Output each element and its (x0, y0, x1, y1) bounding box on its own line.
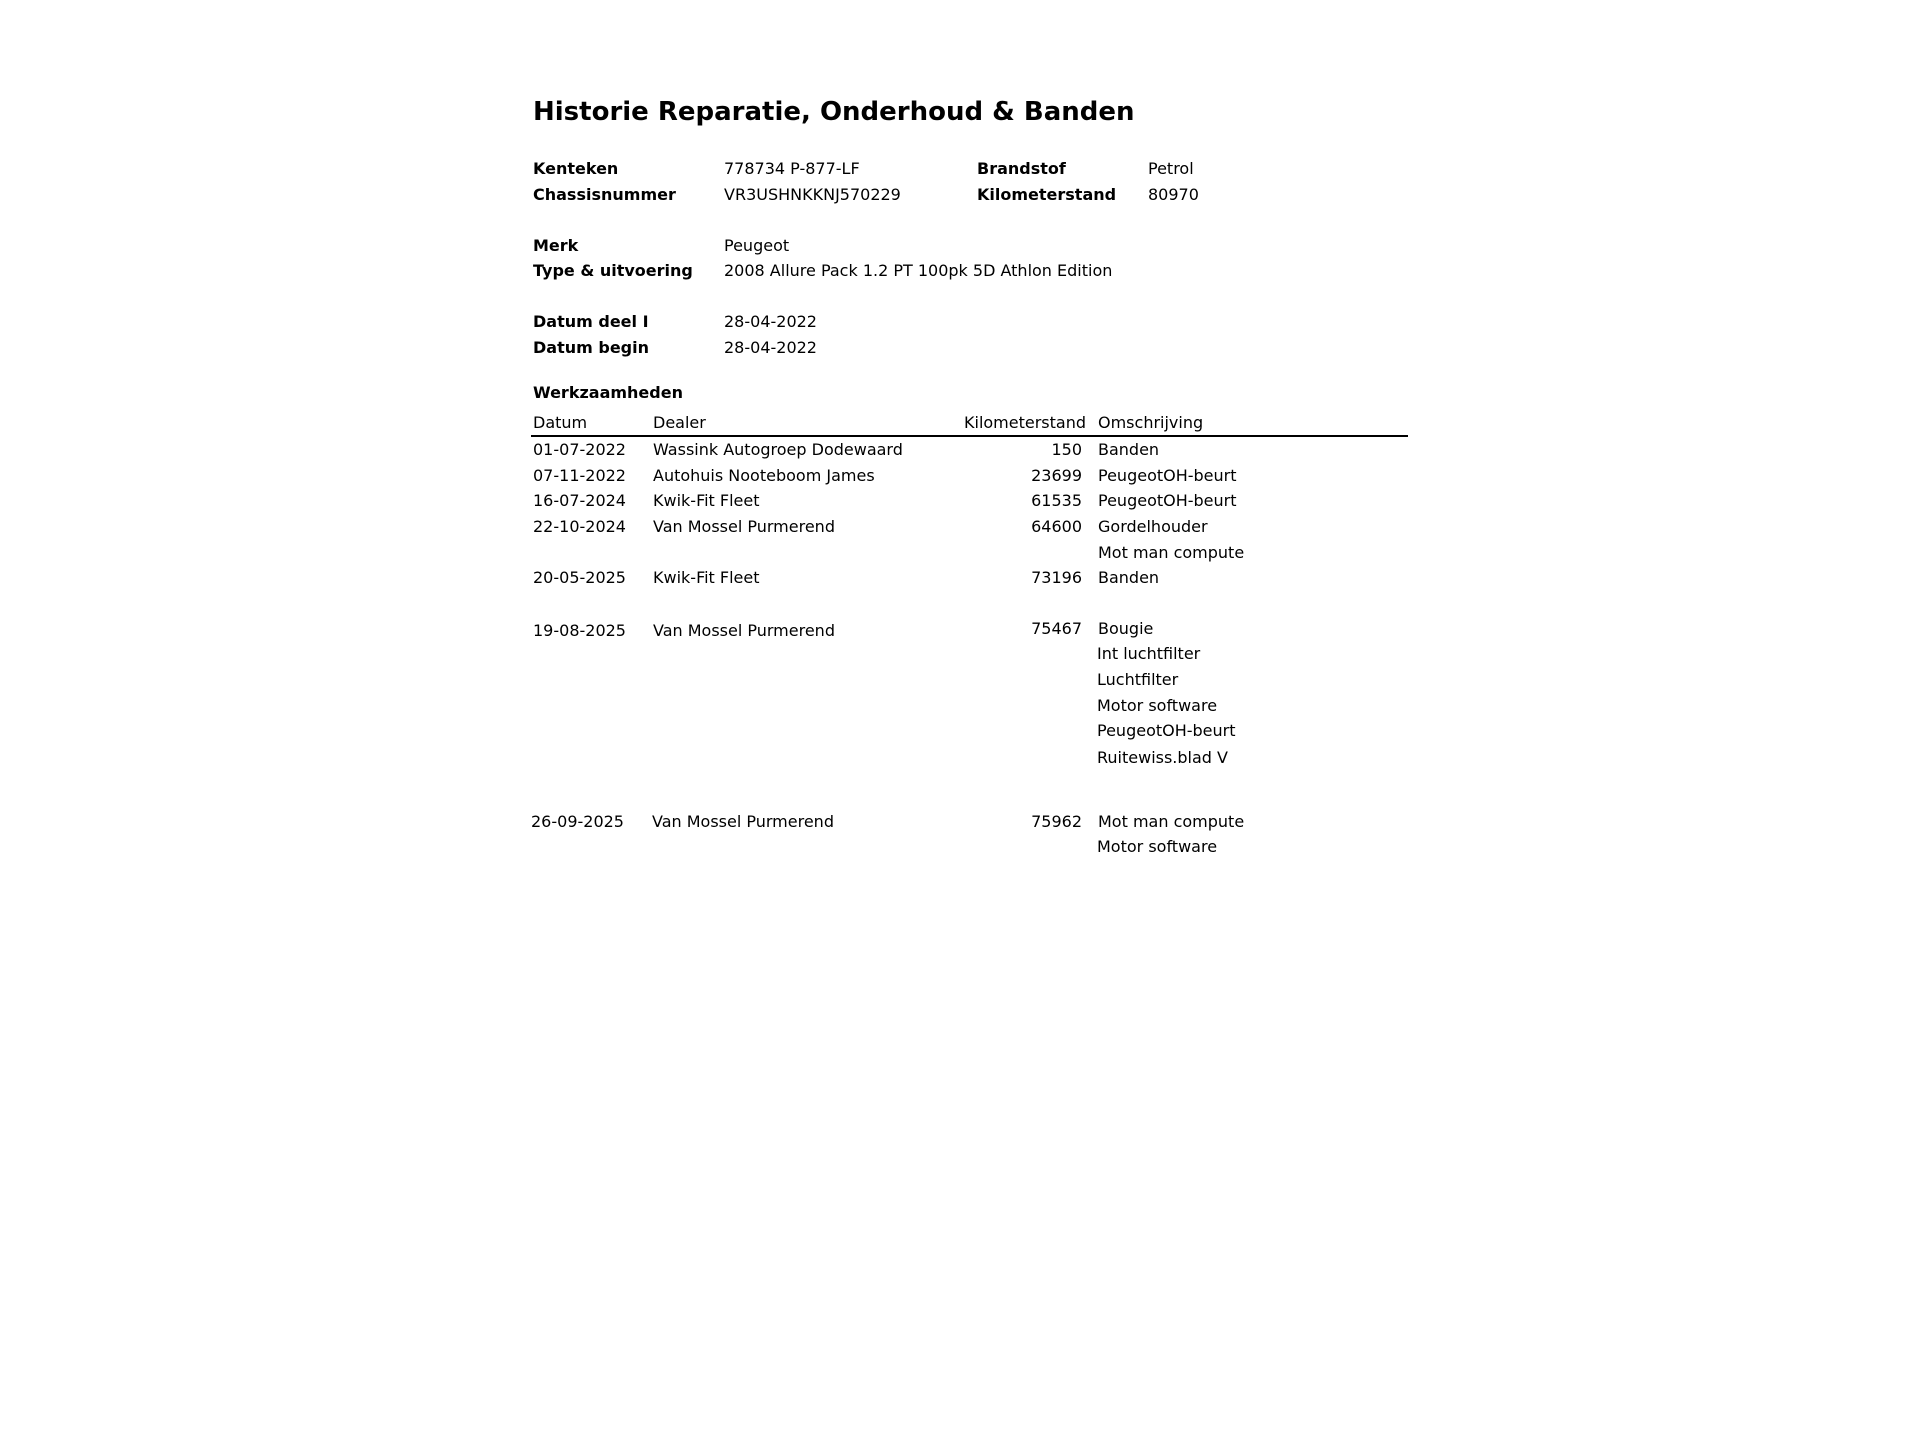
row-6-item-3: Luchtfilter (1097, 670, 1179, 689)
row-7-item-2: Motor software (1097, 837, 1218, 856)
section-title-werkzaamheden: Werkzaamheden (533, 383, 683, 402)
row-6-datum: 19-08-2025 (533, 621, 626, 640)
row-7-datum: 26-09-2025 (531, 812, 624, 831)
row-3-dealer: Kwik-Fit Fleet (653, 491, 760, 510)
row-5-dealer: Kwik-Fit Fleet (653, 568, 760, 587)
row-5-datum: 20-05-2025 (533, 568, 626, 587)
row-6-item-2: Int luchtfilter (1097, 644, 1201, 663)
merk-value: Peugeot (724, 236, 790, 255)
type-value: 2008 Allure Pack 1.2 PT 100pk 5D Athlon Edition (724, 261, 1113, 280)
row-2-dealer: Autohuis Nooteboom James (653, 466, 875, 485)
kilometerstand-value: 80970 (1148, 185, 1199, 204)
row-6-item-1: Bougie (1098, 619, 1154, 638)
datum-deel-value: 28-04-2022 (724, 312, 817, 331)
row-7-dealer: Van Mossel Purmerend (652, 812, 834, 831)
row-4-item-2: Mot man compute (1098, 543, 1245, 562)
row-4-datum: 22-10-2024 (533, 517, 626, 536)
header-divider (531, 435, 1408, 437)
row-2-km: 23699 (1031, 466, 1082, 485)
kenteken-value: 778734 P-877-LF (724, 159, 860, 178)
row-6-km: 75467 (1031, 619, 1082, 638)
row-6-dealer: Van Mossel Purmerend (653, 621, 835, 640)
row-7-item-1: Mot man compute (1098, 812, 1245, 831)
row-2-datum: 07-11-2022 (533, 466, 626, 485)
row-1-dealer: Wassink Autogroep Dodewaard (653, 440, 903, 459)
chassis-label: Chassisnummer (533, 185, 676, 204)
page-title: Historie Reparatie, Onderhoud & Banden (533, 97, 1135, 127)
row-4-km: 64600 (1031, 517, 1082, 536)
brandstof-label: Brandstof (977, 159, 1066, 178)
row-3-km: 61535 (1031, 491, 1082, 510)
row-2-item-1: PeugeotOH-beurt (1098, 466, 1237, 485)
datum-begin-value: 28-04-2022 (724, 338, 817, 357)
row-6-item-6: Ruitewiss.blad V (1097, 748, 1228, 767)
row-5-item-1: Banden (1098, 568, 1160, 587)
row-6-item-4: Motor software (1097, 696, 1218, 715)
datum-begin-label: Datum begin (533, 338, 649, 357)
kilometerstand-label: Kilometerstand (977, 185, 1117, 204)
row-3-item-1: PeugeotOH-beurt (1098, 491, 1237, 510)
merk-label: Merk (533, 236, 579, 255)
type-label: Type & uitvoering (533, 261, 693, 280)
brandstof-value: Petrol (1148, 159, 1194, 178)
header-dealer: Dealer (653, 413, 706, 432)
row-1-km: 150 (1051, 440, 1082, 459)
row-4-dealer: Van Mossel Purmerend (653, 517, 835, 536)
row-3-datum: 16-07-2024 (533, 491, 626, 510)
row-6-item-5: PeugeotOH-beurt (1097, 721, 1236, 740)
kenteken-label: Kenteken (533, 159, 619, 178)
row-1-datum: 01-07-2022 (533, 440, 626, 459)
row-4-item-1: Gordelhouder (1098, 517, 1208, 536)
chassis-value: VR3USHNKKNJ570229 (724, 185, 901, 204)
header-kilometerstand: Kilometerstand (964, 413, 1087, 432)
row-1-item-1: Banden (1098, 440, 1160, 459)
datum-deel-label: Datum deel I (533, 312, 649, 331)
header-datum: Datum (533, 413, 588, 432)
header-omschrijving: Omschrijving (1098, 413, 1204, 432)
row-7-km: 75962 (1031, 812, 1082, 831)
row-5-km: 73196 (1031, 568, 1082, 587)
